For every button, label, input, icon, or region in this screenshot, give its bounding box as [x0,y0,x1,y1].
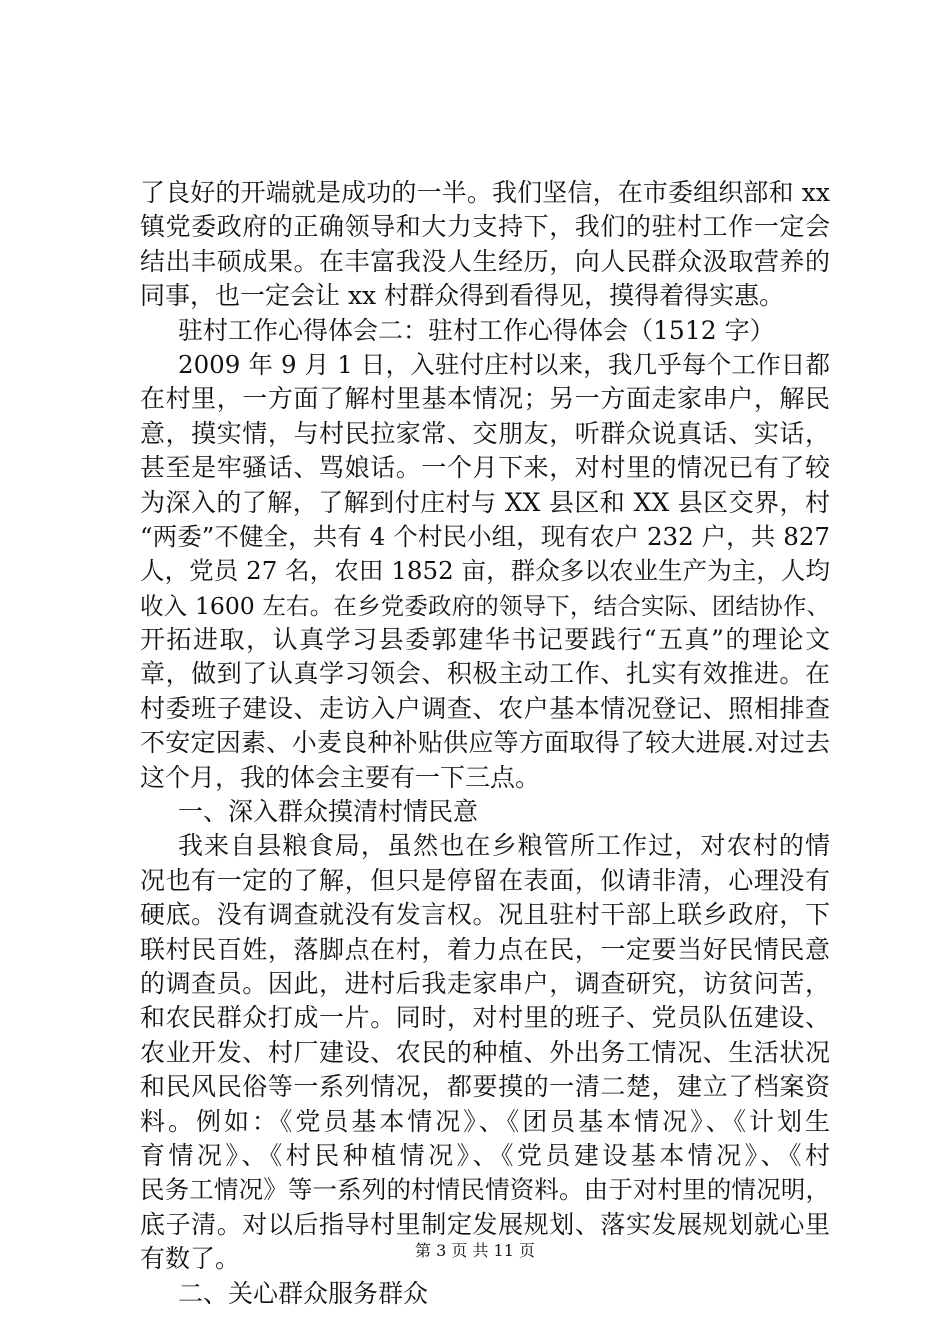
text-line: 开拓进取，认真学习县委郭建华书记要践行“五真”的理论文 [140,625,830,655]
text-line: 章，做到了认真学习领会、积极主动工作、扎实有效推进。在 [140,659,830,689]
text-line: 了良好的开端就是成功的一半。我们坚信，在市委组织部和 xx [140,178,830,207]
text-line: 的调查员。因此，进村后我走家串户，调查研究，访贫问苦， [140,968,830,998]
text-line: 结出丰硕成果。在丰富我没人生经历，向人民群众汲取营养的 [140,246,830,276]
text-line: 和农民群众打成一片。同时，对村里的班子、党员队伍建设、 [140,1003,830,1033]
text-line: 这个月，我的体会主要有一下三点。 [140,762,541,792]
text-line: 农业开发、村厂建设、农民的种植、外出务工情况、生活状况 [140,1037,830,1067]
text-line: 人，党员 27 名，农田 1852 亩，群众多以农业生产为主，人均 [140,556,830,586]
document-body [140,176,830,1311]
section-heading: 驻村工作心得体会二：驻村工作心得体会（1512 字） [178,315,775,345]
text-line: 为深入的了解，了解到付庄村与 XX 县区和 XX 县区交界，村 [140,487,830,517]
text-line: 我来自县粮食局，虽然也在乡粮管所工作过，对农村的情 [178,831,830,861]
text-line: 硬底。没有调查就没有发言权。况且驻村干部上联乡政府，下 [140,900,830,930]
page-number-footer: 第 3 页 共 11 页 [415,1241,535,1260]
text-line: 民务工情况》等一系列的村情民情资料。由于对村里的情况明， [140,1175,830,1205]
text-line: 况也有一定的了解，但只是停留在表面，似请非清，心理没有 [140,865,830,895]
text-line: 在村里，一方面了解村里基本情况；另一方面走家串户，解民 [140,384,830,414]
text-line: 意，摸实情，与村民拉家常、交朋友，听群众说真话、实话， [140,418,830,448]
text-line: 收入 1600 左右。在乡党委政府的领导下，结合实际、团结协作、 [140,591,830,620]
section-heading: 二、关心群众服务群众 [178,1278,429,1308]
text-line: 联村民百姓，落脚点在村，着力点在民，一定要当好民情民意 [140,934,830,964]
text-line: 底子清。对以后指导村里制定发展规划、落实发展规划就心里 [140,1209,830,1239]
text-line: 村委班子建设、走访入户调查、农户基本情况登记、照相排查 [140,693,830,723]
text-line: 和民风民俗等一系列情况，都要摸的一清二楚，建立了档案资 [140,1072,830,1102]
text-line: 料。例如：《党员基本情况》、《团员基本情况》、《计划生 [140,1106,830,1136]
text-line: 不安定因素、小麦良种补贴供应等方面取得了较大进展.对过去 [140,728,830,758]
text-line: 镇党委政府的正确领导和大力支持下，我们的驻村工作一定会 [140,212,830,242]
section-heading: 一、深入群众摸清村情民意 [178,797,479,827]
text-line: 有数了。 [140,1244,241,1274]
text-line: “两委”不健全，共有 4 个村民小组，现有农户 232 户，共 827 [140,521,830,551]
text-line: 甚至是牢骚话、骂娘话。一个月下来，对村里的情况已有了较 [140,453,830,483]
text-line: 2009 年 9 月 1 日，入驻付庄村以来，我几乎每个工作日都 [178,349,830,379]
text-line: 育情况》、《村民种植情况》、《党员建设基本情况》、《村 [140,1140,830,1170]
text-line: 同事，也一定会让 xx 村群众得到看得见，摸得着得实惠。 [140,281,785,311]
